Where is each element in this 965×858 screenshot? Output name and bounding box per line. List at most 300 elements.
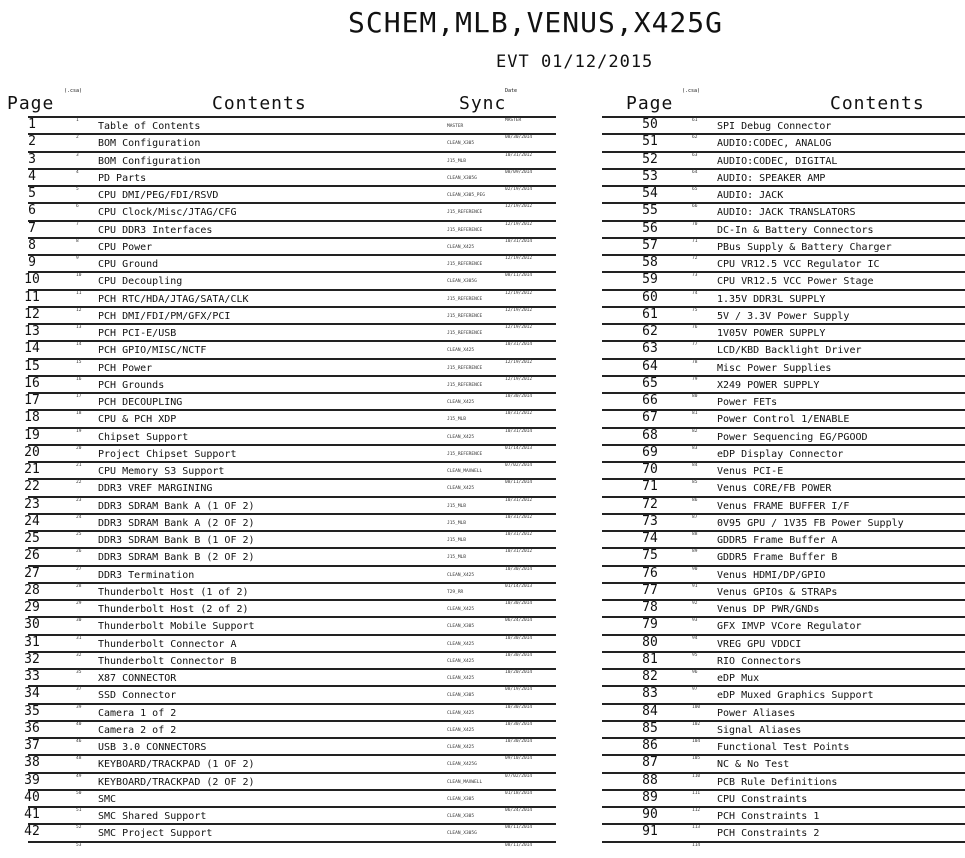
sync-source: J15_REFERENCE	[447, 382, 483, 388]
row-rule	[28, 237, 556, 239]
sync-source: CLEAN_X425	[447, 434, 475, 440]
page-number: 33	[24, 669, 40, 684]
sync-source: J15_REFERENCE	[447, 262, 483, 267]
toc-row	[600, 547, 965, 564]
csa-number: 12	[76, 307, 82, 313]
page-number: 53	[642, 168, 658, 184]
toc-right-column	[600, 86, 965, 858]
sync-date: 10/30/2014	[505, 652, 533, 658]
page-number: 88	[642, 772, 658, 788]
toc-row	[0, 530, 560, 547]
contents-title: Table of Contents	[98, 121, 201, 132]
csa-number: 88	[692, 532, 698, 537]
page-number: 12	[24, 306, 40, 322]
toc-row	[600, 513, 965, 530]
csa-number: 77	[692, 342, 698, 348]
page-number: 79	[642, 617, 658, 633]
toc-row	[0, 789, 560, 806]
contents-title: 1V05V POWER SUPPLY	[717, 328, 826, 339]
csa-number: 6	[76, 204, 79, 210]
page-number: 38	[24, 755, 40, 771]
page-number: 50	[642, 117, 658, 132]
row-rule	[28, 478, 556, 480]
toc-row	[0, 271, 560, 288]
sync-source: CLEAN_X305	[447, 624, 475, 630]
page-number: 74	[642, 531, 658, 546]
toc-row	[0, 668, 560, 685]
csa-number: 63	[692, 152, 698, 158]
csa-number: 92	[692, 601, 698, 606]
csa-number: 2	[76, 135, 79, 141]
sync-source: CLEAN_X305	[447, 814, 475, 819]
page-number: 31	[24, 634, 40, 650]
csa-number: 61	[692, 118, 698, 123]
contents-title: Venus GPIOs & STRAPs	[717, 586, 838, 598]
row-rule	[28, 599, 556, 601]
page-number: 16	[24, 375, 40, 391]
sync-date: 08/11/2014	[505, 273, 533, 279]
toc-row	[0, 323, 560, 340]
page-number: 24	[24, 513, 40, 529]
contents-title: Chipset Support	[98, 431, 189, 443]
toc-row	[600, 616, 965, 633]
contents-title: AUDIO:CODEC, ANALOG	[717, 138, 832, 150]
contents-title: PCH GPIO/MISC/NCTF	[98, 345, 207, 357]
page-number: 90	[642, 807, 658, 822]
contents-column-header: Contents	[212, 93, 307, 114]
csa-number: 86	[692, 497, 698, 503]
row-rule	[28, 668, 556, 670]
toc-row	[0, 806, 560, 823]
page-number: 56	[642, 220, 658, 236]
page-number: 52	[642, 151, 658, 167]
page-number: 60	[642, 289, 658, 305]
toc-row	[0, 427, 560, 444]
page-number: 65	[642, 375, 658, 391]
sync-date: 10/31/2012	[505, 532, 533, 537]
sync-source: CLEAN_X425	[447, 400, 475, 405]
contents-title: 5V / 3.3V Power Supply	[717, 310, 850, 322]
page-number: 5	[28, 186, 36, 201]
toc-row	[600, 375, 965, 392]
sync-date: 08/11/2014	[505, 842, 533, 848]
contents-column-header: Contents	[830, 93, 925, 114]
sync-source: CLEAN_X305	[447, 693, 475, 699]
sync-date: 06/24/2014	[505, 808, 533, 813]
toc-row	[600, 582, 965, 599]
csa-number: 25	[76, 532, 82, 537]
row-rule	[28, 772, 556, 774]
page-number: 3	[28, 151, 36, 167]
page-number: 84	[642, 703, 658, 719]
contents-title: GFX IMVP VCore Regulator	[717, 621, 862, 633]
csa-number: 76	[692, 325, 698, 330]
csa-number: 14	[76, 342, 82, 348]
csa-number: 53	[76, 842, 82, 848]
contents-title: RIO Connectors	[717, 655, 802, 667]
sync-date: 01/18/2014	[505, 790, 533, 796]
sync-source: CLEAN_X425	[447, 727, 475, 733]
page-column-header: Page	[7, 93, 55, 114]
csa-number: 51	[76, 808, 82, 813]
contents-title: CPU Power	[98, 241, 153, 253]
date-column-header: Date	[505, 88, 518, 94]
toc-row	[600, 116, 965, 133]
page-number: 87	[642, 755, 658, 771]
csa-number: 89	[692, 549, 698, 555]
page-number: 27	[24, 565, 40, 581]
contents-title: Misc Power Supplies	[717, 362, 832, 374]
toc-row	[600, 427, 965, 444]
sync-date: 12/19/2012	[505, 325, 533, 330]
toc-row	[600, 685, 965, 702]
row-rule	[28, 375, 556, 377]
toc-row	[0, 616, 560, 633]
contents-title: CPU & PCH XDP	[98, 414, 177, 426]
page-number: 18	[24, 410, 40, 426]
contents-title: Venus PCI-E	[717, 466, 784, 477]
page-number: 68	[642, 427, 658, 443]
csa-number: 17	[76, 394, 82, 399]
contents-title: Power Aliases	[717, 707, 796, 719]
csa-number: 78	[692, 359, 698, 365]
sync-date: 10/20/2014	[505, 670, 533, 675]
csa-number: 90	[692, 566, 698, 572]
row-rule	[28, 409, 556, 411]
row-rule	[28, 530, 556, 532]
toc-row	[600, 478, 965, 495]
row-rule	[28, 634, 556, 636]
csa-number: 24	[76, 514, 82, 520]
contents-title: BOM Configuration	[98, 155, 201, 167]
contents-title: CPU Memory S3 Support	[98, 466, 225, 477]
row-rule	[28, 841, 556, 843]
csa-number: 73	[692, 273, 698, 279]
sync-date: 07/02/2014	[505, 463, 533, 468]
page-number: 89	[642, 789, 658, 805]
row-rule	[28, 168, 556, 170]
contents-title: VREG GPU VDDCI	[717, 638, 802, 650]
csa-number: 75	[692, 307, 698, 313]
sync-date: 01/14/2013	[505, 445, 533, 451]
sync-source: CLEAN_X425	[447, 710, 475, 716]
toc-row	[0, 651, 560, 668]
page-number: 75	[642, 548, 658, 564]
row-rule	[28, 358, 556, 360]
toc-row	[0, 496, 560, 513]
csa-number: 62	[692, 135, 698, 141]
toc-row	[0, 133, 560, 150]
page-number: 83	[642, 686, 658, 702]
sync-date: 10/31/2012	[505, 514, 533, 520]
contents-title: DDR3 SDRAM Bank A (1 OF 2)	[98, 500, 255, 512]
page-number: 70	[642, 462, 658, 477]
toc-row	[600, 254, 965, 271]
contents-title: DDR3 Termination	[98, 569, 195, 581]
toc-row	[600, 634, 965, 651]
toc-row	[600, 289, 965, 306]
contents-title: Power Control 1/ENABLE	[717, 414, 850, 426]
toc-row	[600, 168, 965, 185]
csa-number: 105	[692, 756, 701, 762]
contents-title: AUDIO:CODEC, DIGITAL	[717, 155, 838, 167]
csa-number: 81	[692, 411, 698, 417]
csa-number: 30	[76, 618, 82, 624]
csa-number: 13	[76, 325, 82, 330]
sync-source: CLEAN_X305	[447, 796, 475, 802]
contents-title: Camera 2 of 2	[98, 724, 177, 736]
csa-number: 95	[692, 652, 698, 658]
contents-title: PCH RTC/HDA/JTAG/SATA/CLK	[98, 293, 249, 305]
csa-number: 104	[692, 739, 701, 744]
csa-number: 85	[692, 480, 698, 486]
contents-title: PCH Constraints 1	[717, 811, 820, 822]
sync-source: CLEAN_X425	[447, 658, 475, 664]
toc-row	[600, 185, 965, 202]
toc-row	[0, 409, 560, 426]
contents-title: KEYBOARD/TRACKPAD (1 OF 2)	[98, 759, 255, 771]
csa-number: 110	[692, 773, 701, 779]
page-number: 15	[24, 358, 40, 374]
toc-row	[0, 582, 560, 599]
csa-column-header: (.csa)	[64, 88, 83, 94]
sync-source: J15_MLB	[447, 538, 466, 543]
contents-title: LCD/KBD Backlight Driver	[717, 345, 862, 357]
csa-column-header: (.csa)	[682, 88, 701, 94]
csa-number: 84	[692, 463, 698, 468]
toc-row	[600, 599, 965, 616]
page-number: 19	[24, 427, 40, 443]
toc-row	[0, 340, 560, 357]
contents-title: Venus FRAME BUFFER I/F	[717, 500, 850, 512]
sync-date: 12/19/2012	[505, 376, 533, 382]
toc-row	[0, 565, 560, 582]
page-number: 55	[642, 203, 658, 219]
toc-row	[600, 668, 965, 685]
toc-row	[600, 340, 965, 357]
csa-number: 10	[76, 273, 82, 279]
row-rule	[28, 703, 556, 705]
page-number: 63	[642, 341, 658, 357]
page-number: 4	[28, 168, 36, 184]
contents-title: DDR3 SDRAM Bank B (2 OF 2)	[98, 552, 255, 564]
csa-number: 49	[76, 773, 82, 779]
contents-title: X249 POWER SUPPLY	[717, 379, 820, 391]
sync-source: CLEAN_X305G	[447, 175, 477, 181]
sync-date: 12/19/2012	[505, 204, 533, 210]
sync-date: 10/31/2014	[505, 238, 533, 244]
sync-date: 10/30/2014	[505, 394, 533, 399]
toc-right-header	[600, 86, 965, 116]
document-title: SCHEM,MLB,VENUS,X425G	[348, 6, 724, 39]
contents-title: SSD Connector	[98, 690, 177, 702]
contents-title: CPU Decoupling	[98, 276, 183, 288]
csa-number: 91	[692, 583, 698, 589]
sync-date: 10/30/2014	[505, 721, 533, 727]
page-column-header: Page	[626, 93, 674, 114]
page-number: 64	[642, 358, 658, 374]
page-number: 78	[642, 600, 658, 615]
contents-title: Thunderbolt Host (2 of 2)	[98, 604, 249, 615]
sync-date: 12/19/2012	[505, 307, 533, 313]
csa-number: 9	[76, 256, 79, 261]
contents-title: Venus HDMI/DP/GPIO	[717, 569, 826, 581]
contents-title: PCH PCI-E/USB	[98, 328, 177, 339]
toc-row	[600, 133, 965, 150]
csa-number: 20	[76, 445, 82, 451]
page-number: 8	[28, 237, 36, 253]
contents-title: AUDIO: JACK TRANSLATORS	[717, 207, 856, 219]
contents-title: Power FETs	[717, 397, 778, 408]
sync-source: J15_MLB	[447, 503, 466, 509]
row-rule	[28, 582, 556, 584]
contents-title: KEYBOARD/TRACKPAD (2 OF 2)	[98, 776, 255, 788]
toc-row	[0, 220, 560, 237]
page-number: 17	[24, 393, 40, 408]
page-number: 73	[642, 513, 658, 529]
csa-number: 83	[692, 445, 698, 451]
toc-row	[0, 547, 560, 564]
toc-row	[0, 634, 560, 651]
page-number: 13	[24, 324, 40, 339]
contents-title: DDR3 SDRAM Bank A (2 OF 2)	[98, 517, 255, 529]
page-number: 10	[24, 272, 40, 288]
csa-number: 66	[692, 204, 698, 210]
row-rule	[28, 806, 556, 808]
csa-number: 23	[76, 497, 82, 503]
csa-number: 94	[692, 635, 698, 641]
toc-row	[600, 789, 965, 806]
row-rule	[28, 616, 556, 618]
toc-row	[0, 737, 560, 754]
csa-number: 22	[76, 480, 82, 486]
page-number: 1	[28, 117, 36, 132]
toc-right-rows	[600, 116, 965, 841]
toc-row	[600, 358, 965, 375]
page-number: 20	[24, 444, 40, 460]
row-rule	[28, 789, 556, 791]
sync-source: CLEAN_MAXWELL	[447, 469, 483, 474]
csa-number: 100	[692, 704, 701, 710]
page-number: 85	[642, 720, 658, 736]
row-rule	[28, 651, 556, 653]
contents-title: Venus DP PWR/GNDs	[717, 604, 820, 615]
page-number: 66	[642, 393, 658, 408]
row-rule	[28, 461, 556, 463]
page-number: 9	[28, 255, 36, 270]
page-number: 41	[24, 807, 40, 822]
sync-source: MASTER	[447, 124, 464, 129]
row-rule	[28, 340, 556, 342]
sync-date: 08/11/2014	[505, 825, 533, 831]
toc-row	[600, 651, 965, 668]
csa-number: 28	[76, 583, 82, 589]
contents-title: CPU Ground	[98, 259, 159, 270]
page-number: 6	[28, 203, 36, 219]
sync-date: 10/31/2014	[505, 428, 533, 434]
sync-date: 08/19/2014	[505, 687, 533, 693]
sync-source: CLEAN_X425	[447, 486, 475, 492]
sync-date: 06/24/2014	[505, 618, 533, 624]
row-rule	[28, 444, 556, 446]
csa-number: 97	[692, 687, 698, 693]
contents-title: CPU VR12.5 VCC Regulator IC	[717, 259, 880, 270]
page-number: 21	[24, 462, 40, 477]
sync-source: CLEAN_X425	[447, 244, 475, 250]
contents-title: eDP Muxed Graphics Support	[717, 690, 874, 702]
toc-row	[0, 772, 560, 789]
contents-title: Thunderbolt Host (1 of 2)	[98, 586, 249, 598]
page-number: 28	[24, 582, 40, 598]
row-rule	[28, 720, 556, 722]
row-rule	[28, 306, 556, 308]
page-number: 62	[642, 324, 658, 339]
sync-date: 10/30/2014	[505, 635, 533, 641]
sync-date: 02/19/2014	[505, 187, 533, 192]
csa-number: 37	[76, 687, 82, 693]
csa-number: 3	[76, 152, 79, 158]
page-number: 7	[28, 220, 36, 236]
csa-number: 29	[76, 601, 82, 606]
toc-row	[0, 478, 560, 495]
csa-number: 15	[76, 359, 82, 365]
contents-title: Thunderbolt Connector A	[98, 638, 237, 650]
toc-row	[600, 530, 965, 547]
contents-title: Functional Test Points	[717, 742, 850, 753]
sync-source: J15_REFERENCE	[447, 210, 483, 216]
row-rule	[28, 220, 556, 222]
row-rule	[28, 496, 556, 498]
csa-number: 96	[692, 670, 698, 675]
csa-number: 93	[692, 618, 698, 624]
row-rule	[28, 737, 556, 739]
row-rule	[28, 513, 556, 515]
toc-row	[600, 444, 965, 461]
sync-date: 10/30/2014	[505, 601, 533, 606]
row-rule	[28, 133, 556, 135]
sync-date: 10/31/2012	[505, 152, 533, 158]
csa-number: 71	[692, 238, 698, 244]
csa-number: 39	[76, 704, 82, 710]
contents-title: Venus CORE/FB POWER	[717, 483, 832, 495]
toc-row	[0, 444, 560, 461]
page-number: 67	[642, 410, 658, 426]
contents-title: SPI Debug Connector	[717, 121, 832, 132]
row-rule	[28, 823, 556, 825]
toc-row	[0, 754, 560, 771]
csa-number: 72	[692, 256, 698, 261]
sync-source: CLEAN_X305_PEG	[447, 193, 485, 198]
sync-date: 01/14/2013	[505, 583, 533, 589]
toc-row	[600, 271, 965, 288]
csa-number: 111	[692, 790, 701, 796]
csa-number: 82	[692, 428, 698, 434]
sync-source: J15_REFERENCE	[447, 227, 483, 233]
contents-title: GDDR5 Frame Buffer B	[717, 552, 838, 564]
csa-number: 26	[76, 549, 82, 555]
csa-number: 21	[76, 463, 82, 468]
page-number: 39	[24, 772, 40, 788]
contents-title: Power Sequencing EG/PGOOD	[717, 431, 868, 443]
toc-row	[0, 151, 560, 168]
toc-left-overflow-row	[0, 841, 560, 858]
row-rule	[28, 271, 556, 273]
csa-number: 102	[692, 721, 701, 727]
page-number: 69	[642, 444, 658, 460]
contents-title: eDP Display Connector	[717, 448, 844, 460]
contents-title: 0V95 GPU / 1V35 FB Power Supply	[717, 517, 904, 529]
csa-number: 32	[76, 652, 82, 658]
